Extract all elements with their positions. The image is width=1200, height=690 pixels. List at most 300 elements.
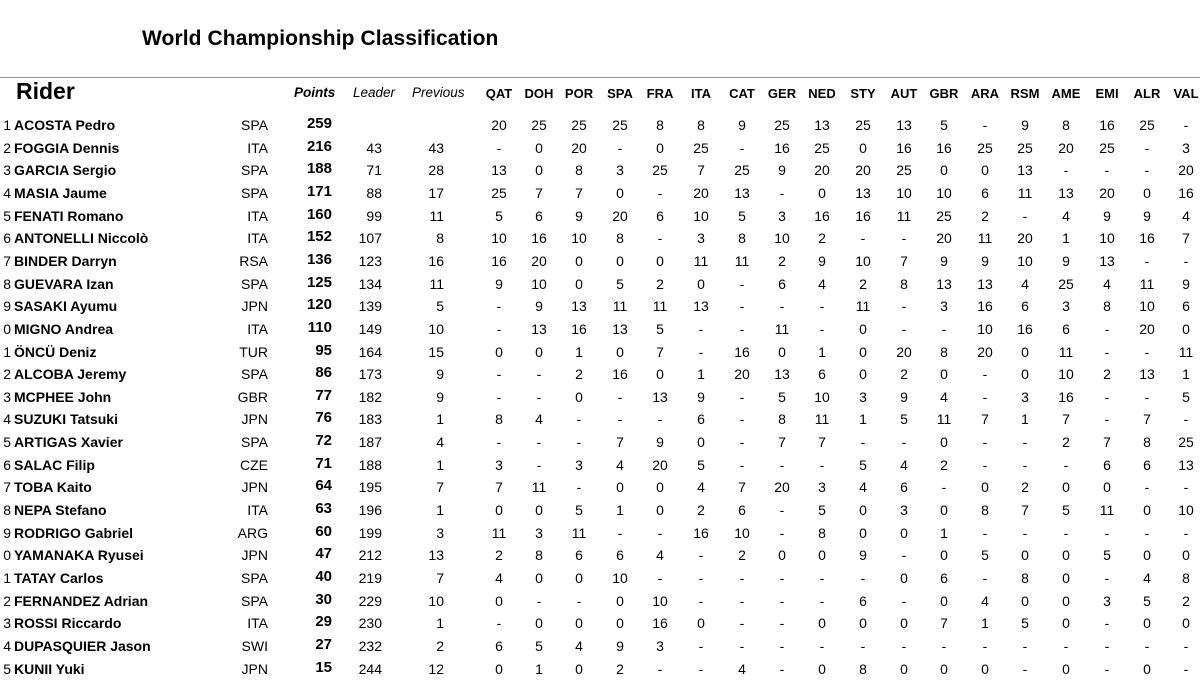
race-result-ame: 5 [1062,502,1070,518]
race-result-ger: 0 [778,547,786,563]
header-race-spa: SPA [607,86,633,101]
race-result-rsm: 4 [1021,276,1029,292]
race-result-qat: 0 [495,502,503,518]
race-result-alr: - [1144,638,1150,654]
race-result-ara: 11 [977,230,993,246]
race-result-ara: 4 [981,593,989,609]
race-result-ned: 8 [818,525,826,541]
race-result-gbr: 9 [940,253,948,269]
race-result-sty: 0 [859,615,867,631]
race-result-alr: - [1144,140,1150,156]
race-result-qat: 16 [491,253,507,269]
race-result-aut: 3 [900,502,908,518]
race-result-sty: 0 [859,502,867,518]
header-race-ger: GER [767,86,797,101]
race-result-qat: 6 [495,638,503,654]
race-result-qat: 11 [491,525,507,541]
race-result-val: 5 [1182,389,1190,405]
race-result-por: 7 [575,185,583,201]
header-race-doh: DOH [524,86,554,101]
race-result-por: 0 [575,253,583,269]
row-position: 9 [3,525,11,541]
race-result-rsm: 7 [1021,502,1029,518]
header-rider: Rider [16,78,75,104]
header-race-sty: STY [850,86,876,101]
race-result-alr: 0 [1143,615,1151,631]
rider-name: DUPASQUIER Jason [14,638,151,654]
header-race-ara: ARA [970,86,1000,101]
race-result-gbr: 13 [936,276,952,292]
race-result-cat: 7 [738,479,746,495]
race-result-fra: 10 [652,593,668,609]
rider-name: FOGGIA Dennis [14,140,120,156]
header-race-ita: ITA [691,86,711,101]
race-result-fra: 20 [652,457,668,473]
race-result-gbr: - [941,321,947,337]
race-result-gbr: 0 [940,366,948,382]
race-result-ger: 7 [778,434,786,450]
race-result-doh: - [536,457,542,473]
race-result-fra: 25 [652,162,668,178]
race-result-sty: 20 [855,162,871,178]
race-result-qat: - [496,366,502,382]
race-result-doh: 20 [531,253,547,269]
race-result-doh: 0 [535,570,543,586]
race-result-fra: 0 [656,140,664,156]
gap-to-previous: 16 [428,253,444,269]
race-result-rsm: 6 [1021,298,1029,314]
race-result-aut: - [901,638,907,654]
race-result-alr: 0 [1143,547,1151,563]
race-result-ned: 20 [814,162,830,178]
race-result-ara: - [982,389,988,405]
race-result-ara: 0 [981,661,989,677]
race-result-fra: 7 [656,344,664,360]
race-result-gbr: 8 [940,344,948,360]
header-race-alr: ALR [1133,86,1161,101]
row-position: 9 [3,298,11,314]
race-result-cat: - [739,321,745,337]
race-result-val: 0 [1182,615,1190,631]
race-result-aut: 25 [896,162,912,178]
race-result-ned: - [819,638,825,654]
race-result-gbr: 0 [940,547,948,563]
race-result-fra: - [657,185,663,201]
race-result-ned: - [819,321,825,337]
race-result-spa: - [617,389,623,405]
header-race-qat: QAT [485,86,513,101]
race-result-ned: 6 [818,366,826,382]
race-result-spa: - [617,525,623,541]
race-result-aut: 0 [900,661,908,677]
race-result-spa: 11 [612,298,628,314]
gap-to-previous: 7 [436,570,444,586]
rider-name: MIGNO Andrea [14,321,114,337]
rider-points: 136 [306,251,332,268]
header-race-emi: EMI [1095,86,1119,101]
race-result-doh: 7 [535,185,543,201]
race-result-ger: 11 [774,321,790,337]
race-result-fra: - [657,661,663,677]
row-position: 0 [3,547,11,563]
race-result-rsm: 10 [1017,253,1033,269]
race-result-aut: 4 [900,457,908,473]
race-result-sty: - [860,434,866,450]
race-result-aut: - [901,298,907,314]
race-result-ara: 5 [981,547,989,563]
rider-nation: RSA [239,253,268,269]
race-result-ara: 16 [977,298,993,314]
rider-points: 27 [315,636,332,653]
rider-points: 29 [315,613,332,630]
race-result-aut: 9 [900,389,908,405]
race-result-emi: - [1104,321,1110,337]
race-result-ger: - [779,502,785,518]
rider-points: 259 [306,115,332,132]
race-result-ame: 16 [1058,389,1074,405]
header-race-ame: AME [1051,86,1081,101]
row-position: 3 [3,389,11,405]
race-result-ame: - [1063,638,1069,654]
race-result-ara: 25 [977,140,993,156]
race-result-ita: 16 [693,525,709,541]
race-result-aut: - [901,593,907,609]
gap-to-leader: 183 [358,411,382,427]
rider-name: SUZUKI Tatsuki [14,411,118,427]
race-result-alr: 8 [1143,434,1151,450]
race-result-ara: - [982,434,988,450]
race-result-ned: 0 [818,661,826,677]
race-result-alr: 6 [1143,457,1151,473]
race-result-por: 5 [575,502,583,518]
race-result-doh: 11 [531,479,547,495]
rider-nation: SPA [241,117,268,133]
race-result-emi: - [1104,162,1110,178]
race-result-doh: 1 [535,661,543,677]
race-result-fra: 11 [652,298,668,314]
race-result-por: 6 [575,547,583,563]
rider-name: YAMANAKA Ryusei [14,547,144,563]
race-result-alr: - [1144,162,1150,178]
race-result-emi: 8 [1103,298,1111,314]
race-result-aut: - [901,434,907,450]
race-result-sty: - [860,570,866,586]
race-result-ger: 5 [778,389,786,405]
row-position: 4 [3,411,11,427]
race-result-sty: 0 [859,344,867,360]
race-result-ger: 10 [774,230,790,246]
rider-name: BINDER Darryn [14,253,117,269]
race-result-ned: - [819,570,825,586]
race-result-alr: - [1144,253,1150,269]
race-result-ned: - [819,457,825,473]
race-result-ame: 7 [1062,411,1070,427]
race-result-aut: - [901,321,907,337]
race-result-qat: 13 [491,162,507,178]
race-result-gbr: 2 [940,457,948,473]
row-position: 6 [3,457,11,473]
race-result-doh: - [536,434,542,450]
race-result-ned: 16 [814,208,830,224]
race-result-ita: 1 [697,366,705,382]
race-result-por: 25 [571,117,587,133]
gap-to-leader: 244 [358,661,382,677]
race-result-doh: 5 [535,638,543,654]
race-result-sty: 2 [859,276,867,292]
rider-name: SASAKI Ayumu [14,298,118,314]
race-result-qat: - [496,389,502,405]
race-result-gbr: 1 [940,525,948,541]
row-position: 3 [3,615,11,631]
rider-name: NEPA Stefano [14,502,107,518]
race-result-emi: 9 [1103,208,1111,224]
race-result-ame: 13 [1058,185,1074,201]
race-result-fra: 2 [656,276,664,292]
race-result-gbr: 5 [940,117,948,133]
gap-to-leader: 182 [358,389,382,405]
race-result-sty: 9 [859,547,867,563]
race-result-gbr: 7 [940,615,948,631]
gap-to-previous: 3 [436,525,444,541]
race-result-ara: 20 [977,344,993,360]
race-result-por: 0 [575,661,583,677]
race-result-cat: - [739,140,745,156]
race-result-rsm: 0 [1021,344,1029,360]
race-result-emi: 5 [1103,547,1111,563]
race-result-ita: 25 [693,140,709,156]
race-result-ned: - [819,593,825,609]
rider-points: 120 [306,296,332,313]
race-result-sty: - [860,230,866,246]
race-result-fra: 0 [656,502,664,518]
race-result-ger: 20 [774,479,790,495]
gap-to-leader: 212 [358,547,382,563]
gap-to-leader: 229 [358,593,382,609]
race-result-cat: 8 [738,230,746,246]
gap-to-leader: 123 [358,253,382,269]
race-result-emi: 10 [1099,230,1115,246]
row-position: 4 [3,185,11,201]
rider-name: TATAY Carlos [14,570,104,586]
race-result-qat: 7 [495,479,503,495]
race-result-fra: 3 [656,638,664,654]
race-result-sty: 5 [859,457,867,473]
race-result-qat: 3 [495,457,503,473]
rider-name: MCPHEE John [14,389,112,405]
row-position: 1 [3,344,11,360]
race-result-ara: 7 [981,411,989,427]
race-result-por: - [576,411,582,427]
race-result-emi: 16 [1099,117,1115,133]
rider-name: KUNII Yuki [14,661,85,677]
rider-name: RODRIGO Gabriel [14,525,134,541]
race-result-gbr: 0 [940,593,948,609]
race-result-emi: - [1104,525,1110,541]
rider-nation: ITA [247,230,268,246]
race-result-cat: - [739,615,745,631]
race-result-aut: 0 [900,570,908,586]
race-result-rsm: 2 [1021,479,1029,495]
race-result-ned: 5 [818,502,826,518]
race-result-doh: - [536,593,542,609]
race-result-spa: 16 [612,366,628,382]
race-result-gbr: 10 [936,185,952,201]
race-result-por: 4 [575,638,583,654]
race-result-gbr: - [941,638,947,654]
race-result-ame: 1 [1062,230,1070,246]
race-result-ara: 8 [981,502,989,518]
gap-to-previous: 1 [436,615,444,631]
race-result-gbr: - [941,479,947,495]
rider-name: ÖNCÜ Deniz [14,344,97,360]
rider-nation: ITA [247,502,268,518]
gap-to-previous: 15 [428,344,444,360]
race-result-emi: 2 [1103,366,1111,382]
rider-points: 152 [306,228,332,245]
race-result-cat: 10 [734,525,750,541]
race-result-alr: - [1144,479,1150,495]
race-result-ita: 4 [697,479,705,495]
race-result-val: - [1183,479,1189,495]
race-result-por: 0 [575,570,583,586]
row-position: 5 [3,208,11,224]
race-result-ame: 0 [1062,615,1070,631]
row-position: 0 [3,321,11,337]
race-result-ame: 0 [1062,547,1070,563]
rider-points: 171 [306,183,332,200]
race-result-rsm: 0 [1021,593,1029,609]
gap-to-leader: 134 [358,276,382,292]
row-position: 2 [3,140,11,156]
rider-nation: SPA [241,570,268,586]
rider-nation: JPN [241,547,268,563]
gap-to-leader: 195 [358,479,382,495]
race-result-ger: 0 [778,344,786,360]
race-result-ara: - [982,366,988,382]
race-result-ger: - [779,298,785,314]
gap-to-leader: 88 [366,185,382,201]
race-result-ara: - [982,525,988,541]
race-result-ned: 0 [818,547,826,563]
race-result-aut: 13 [896,117,912,133]
race-result-val: 10 [1178,502,1194,518]
rider-name: GARCIA Sergio [14,162,117,178]
race-result-ita: 7 [697,162,705,178]
race-result-val: 1 [1182,366,1190,382]
rider-nation: ITA [247,321,268,337]
race-result-por: 0 [575,276,583,292]
race-result-val: 0 [1182,321,1190,337]
race-result-sty: 25 [855,117,871,133]
header-previous: Previous [412,85,465,100]
race-result-por: 0 [575,389,583,405]
race-result-fra: 0 [656,479,664,495]
race-result-spa: 8 [616,230,624,246]
row-position: 2 [3,366,11,382]
race-result-aut: 8 [900,276,908,292]
race-result-ame: - [1063,457,1069,473]
gap-to-leader: 173 [358,366,382,382]
race-result-alr: 5 [1143,593,1151,609]
race-result-gbr: 4 [940,389,948,405]
rider-nation: JPN [241,298,268,314]
race-result-por: 3 [575,457,583,473]
race-result-sty: 0 [859,321,867,337]
race-result-qat: 25 [491,185,507,201]
race-result-qat: 0 [495,593,503,609]
race-result-aut: 0 [900,615,908,631]
row-position: 5 [3,661,11,677]
race-result-ger: 25 [774,117,790,133]
race-result-emi: - [1104,344,1110,360]
race-result-sty: 10 [855,253,871,269]
race-result-sty: 0 [859,366,867,382]
race-result-ned: 10 [814,389,830,405]
race-result-ned: 25 [814,140,830,156]
race-result-alr: - [1144,389,1150,405]
rider-nation: SPA [241,593,268,609]
gap-to-leader: 199 [358,525,382,541]
race-result-ger: - [779,661,785,677]
race-result-ara: - [982,638,988,654]
race-result-val: 0 [1182,547,1190,563]
race-result-rsm: 13 [1017,162,1033,178]
gap-to-previous: 12 [428,661,444,677]
rider-nation: JPN [241,411,268,427]
race-result-doh: 13 [531,321,547,337]
rider-nation: SWI [241,638,268,654]
race-result-sty: 16 [855,208,871,224]
header-race-val: VAL [1173,86,1199,101]
race-result-val: - [1183,253,1189,269]
race-result-spa: 20 [612,208,628,224]
race-result-ned: - [819,298,825,314]
header-race-por: POR [564,86,594,101]
race-result-ger: - [779,593,785,609]
race-result-rsm: 8 [1021,570,1029,586]
race-result-emi: - [1104,389,1110,405]
header-leader: Leader [353,85,396,100]
race-result-spa: 9 [616,638,624,654]
race-result-sty: 13 [855,185,871,201]
page-title: World Championship Classification [142,27,499,50]
race-result-sty: 8 [859,661,867,677]
race-result-cat: - [739,434,745,450]
race-result-ara: 10 [977,321,993,337]
gap-to-leader: 99 [366,208,382,224]
race-result-val: - [1183,411,1189,427]
rider-points: 77 [315,387,332,404]
race-result-emi: 11 [1099,502,1115,518]
race-result-spa: 0 [616,185,624,201]
race-result-por: 20 [571,140,587,156]
race-result-ara: - [982,457,988,473]
race-result-ita: 8 [697,117,705,133]
race-result-spa: - [617,140,623,156]
race-result-cat: - [739,389,745,405]
row-position: 1 [3,570,11,586]
race-result-ame: 6 [1062,321,1070,337]
race-result-sty: 11 [855,298,871,314]
gap-to-previous: 13 [428,547,444,563]
rider-nation: ITA [247,615,268,631]
race-result-spa: 13 [612,321,628,337]
race-result-fra: 0 [656,366,664,382]
race-result-ita: - [698,344,704,360]
rider-name: TOBA Kaito [14,479,92,495]
rider-points: 125 [306,274,332,291]
row-position: 2 [3,593,11,609]
